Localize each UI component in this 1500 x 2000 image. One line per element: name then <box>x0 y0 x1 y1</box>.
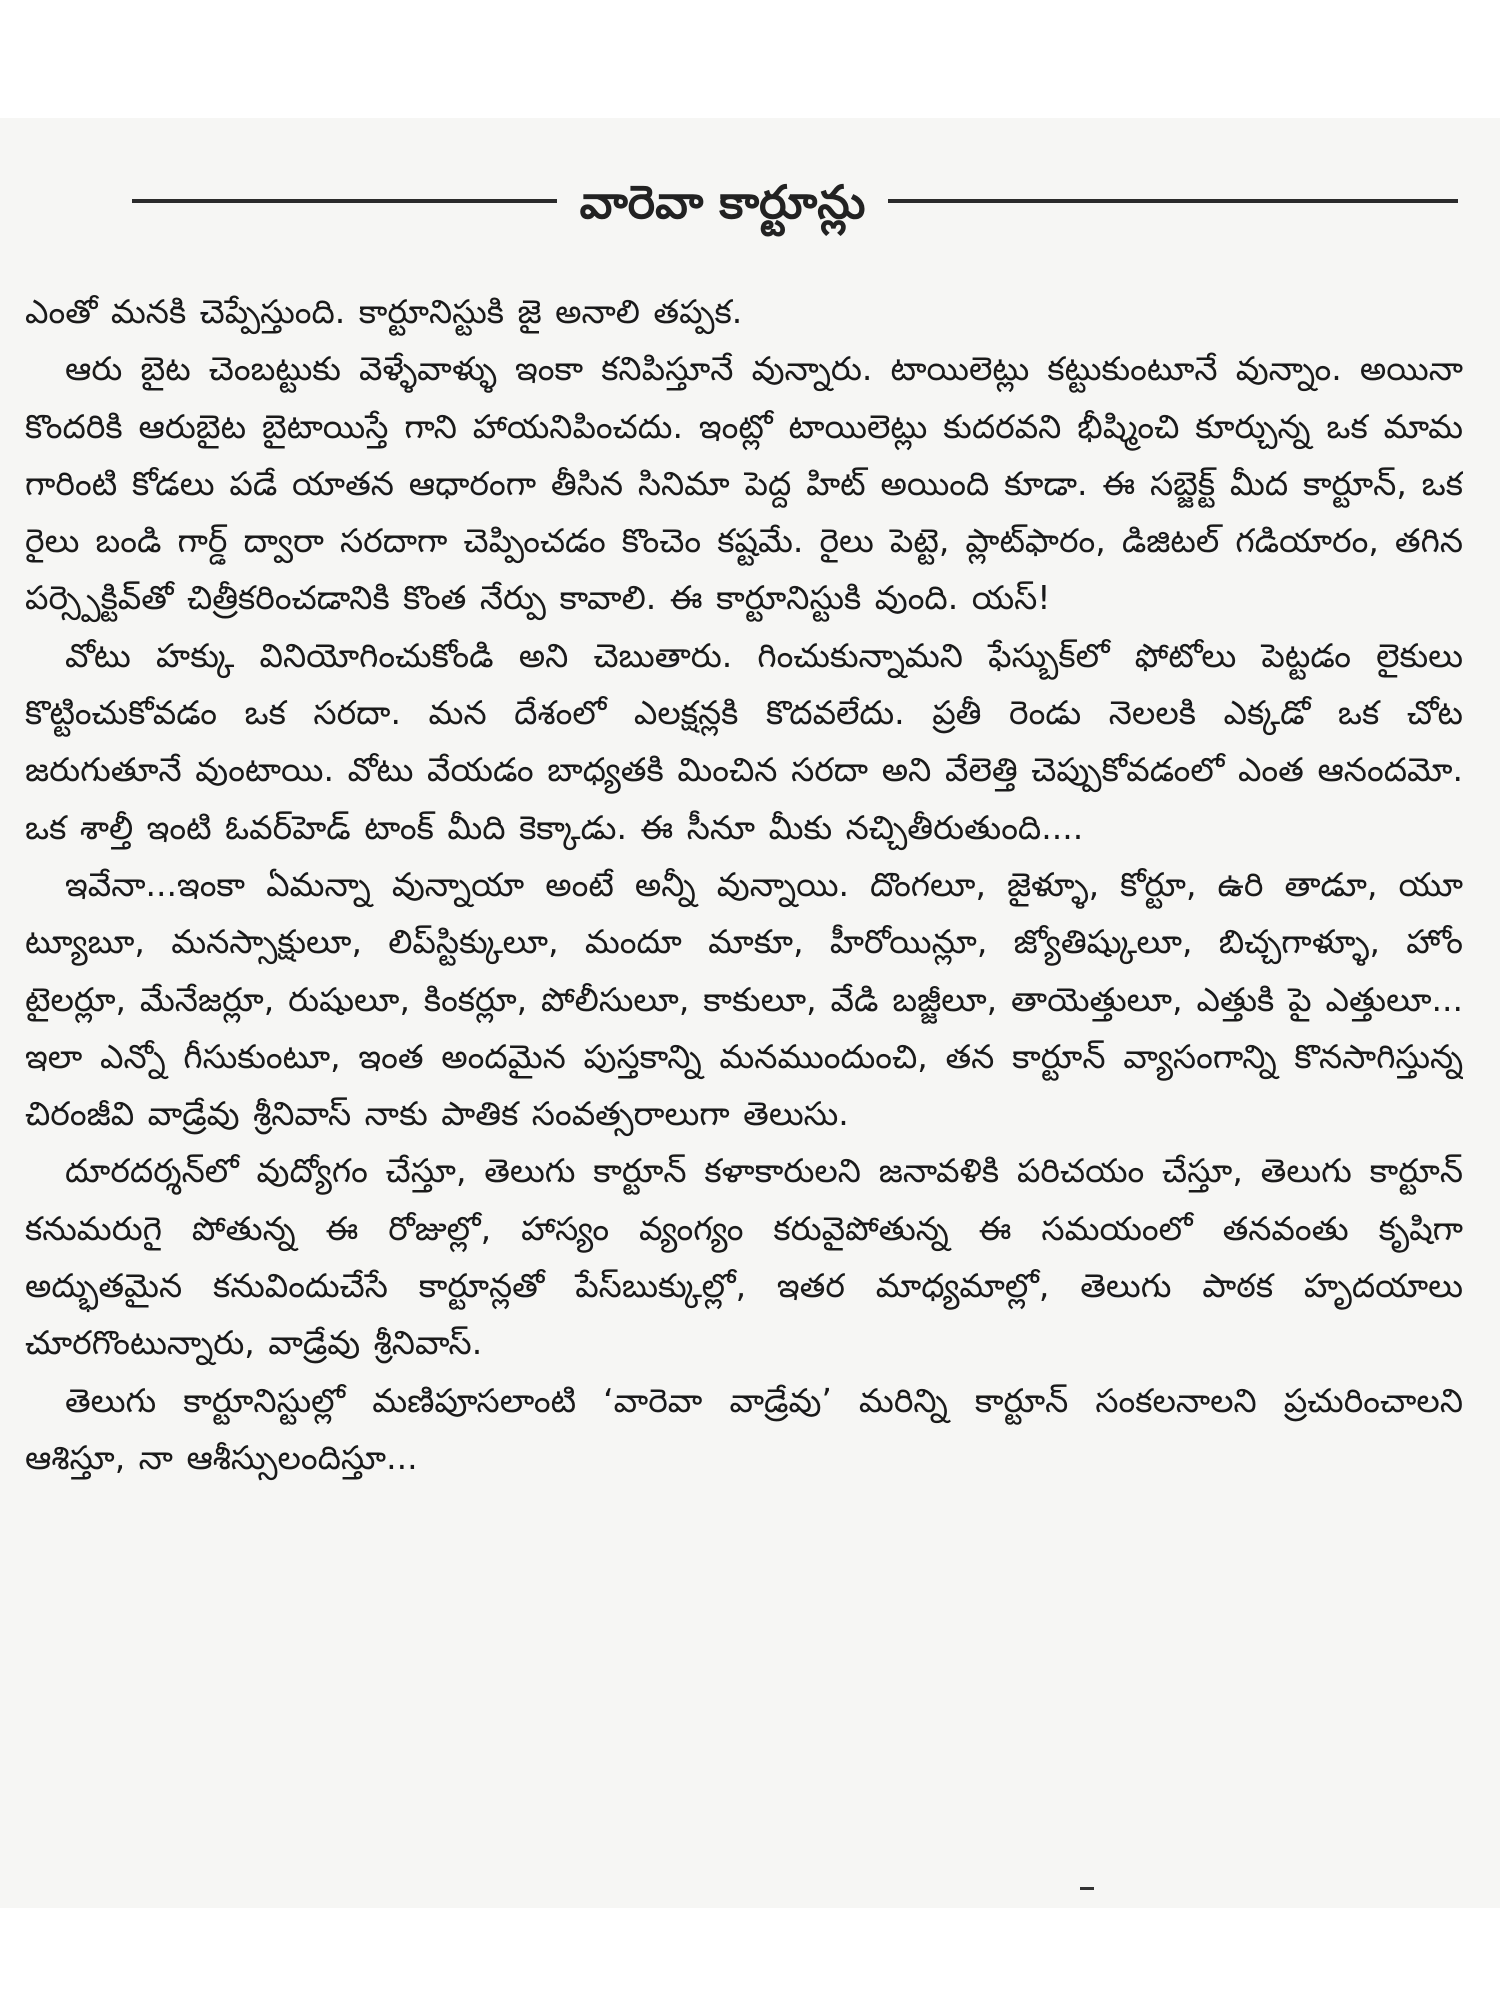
header-title: వారెవా కార్టూన్లు <box>579 175 866 229</box>
running-header <box>0 158 1500 244</box>
header-rule-right <box>888 199 1458 203</box>
paragraph-2: ఆరు బైట చెంబట్టుకు వెళ్ళేవాళ్ళు ఇంకా కనిపిస్తూనే వున్నారు. టాయిలెట్లు కట్టుకుంటూనే వున్నాం. అయినా కొందరికి ఆరుబైట బైటాయిస్తే గాని హాయనిపించదు. ఇంట్లో టాయిలెట్లు కుదరవని భీష్మించి కూర్చున్న ఒక మామ గారింటి కోడలు పడే యాతన ఆధారంగా తీసిన సినిమా పెద్ద హిట్ అయింది కూడా. ఈ సబ్జెక్ట్ మీద కార్టూన్, ఒక రైలు బండి గార్డ్ ద్వారా సరదాగా చెప్పించడం కొంచెం కష్టమే. రైలు పెట్టె, ప్లాట్‌ఫారం, డిజిటల్ గడియారం, తగిన పర్స్పెక్టివ్‌తో చిత్రీకరించడానికి కొంత నేర్పు కావాలి. ఈ కార్టూనిస్టుకి వుంది. యస్! <box>25 349 1463 618</box>
header-rule-left <box>132 199 557 203</box>
paragraph-1: ఎంతో మనకి చెప్పేస్తుంది. కార్టూనిస్టుకి జై అనాలి తప్పక. <box>25 292 743 331</box>
body-text <box>25 283 1463 1883</box>
paragraph-4: ఇవేనా...ఇంకా ఏమన్నా వున్నాయా అంటే అన్నీ వున్నాయి. దొంగలూ, జైళ్ళూ, కోర్టూ, ఉరి తాడూ, యూ ట్యూబూ, మనస్సాక్షులూ, లిప్‌స్టిక్కులూ, మందూ మాకూ, హీరోయిన్లూ, జ్యోతిష్కులూ, బిచ్చగాళ్ళూ, హోం టైలర్లూ, మేనేజర్లూ, రుషులూ, కింకర్లూ, పోలీసులూ, కాకులూ, వేడి బజ్జీలూ, తాయెత్తులూ, ఎత్తుకి పై ఎత్తులూ... ఇలా ఎన్నో గీసుకుంటూ, ఇంత అందమైన పుస్తకాన్ని మనముందుంచి, తన కార్టూన్ వ్యాసంగాన్ని కొనసాగిస్తున్న చిరంజీవి వాడ్రేవు శ్రీనివాస్ నాకు పాతిక సంవత్సరాలుగా తెలుసు. <box>25 864 1463 1134</box>
paragraph-5: దూరదర్శన్‌లో వుద్యోగం చేస్తూ, తెలుగు కార్టూన్ కళాకారులని జనావళికి పరిచయం చేస్తూ, తెలుగు కార్టూన్ కనుమరుగై పోతున్న ఈ రోజుల్లో, హాస్యం వ్యంగ్యం కరువైపోతున్న ఈ సమయంలో తనవంతు కృషిగా అద్భుతమైన కనువిందుచేసే కార్టూన్లతో పేస్‌బుక్కుల్లో, ఇతర మాధ్యమాల్లో, తెలుగు పాఠక హృదయాలు చూరగొంటున్నారు, వాడ్రేవు శ్రీనివాస్. <box>25 1151 1463 1363</box>
paragraph-6: తెలుగు కార్టూనిస్టుల్లో మణిపూసలాంటి ‘వారెవా వాడ్రేవు’ మరిన్ని కార్టూన్ సంకలనాలని ప్రచురించాలని ఆశిస్తూ, నా ఆశీస్సులందిస్తూ... <box>25 1380 1463 1477</box>
footer-mark <box>1080 1887 1094 1890</box>
paragraph-3: వోటు హక్కు వినియోగించుకోండి అని చెబుతారు. గించుకున్నామని ఫేస్బుక్‌లో ఫోటోలు పెట్టడం లైకులు కొట్టించుకోవడం ఒక సరదా. మన దేశంలో ఎలక్షన్లకి కొదవలేదు. ప్రతీ రెండు నెలలకి ఎక్కడో ఒక చోట జరుగుతూనే వుంటాయి. వోటు వేయడం బాధ్యతకి మించిన సరదా అని వేలెత్తి చెప్పుకోవడంలో ఎంత ఆనందమో. ఒక శాల్తీ ఇంటి ఓవర్‌హెడ్ టాంక్ మీది కెక్కాడు. ఈ సీనూ మీకు నచ్చితీరుతుంది.... <box>25 635 1463 847</box>
